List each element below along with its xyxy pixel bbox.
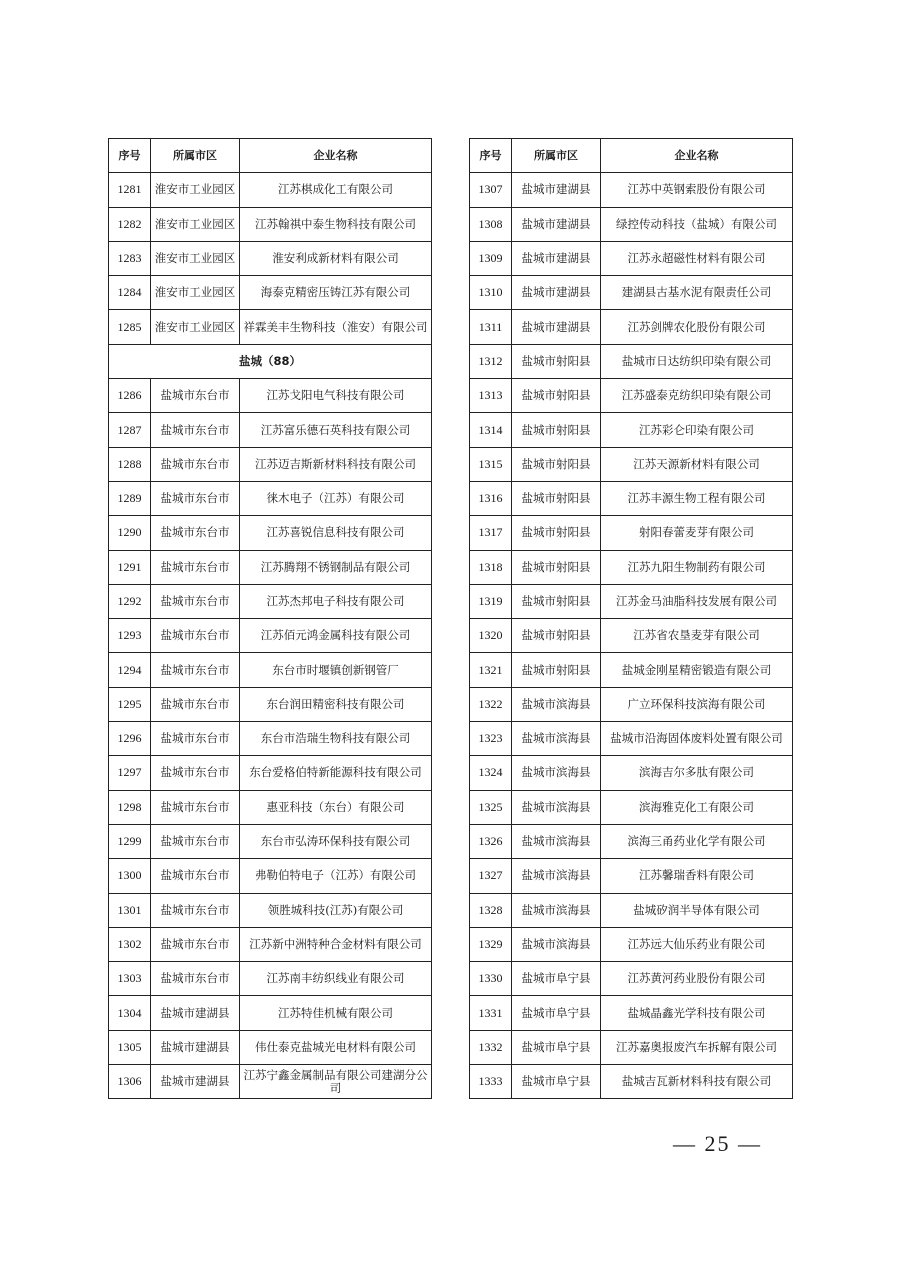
seq-cell: 1305 bbox=[109, 1030, 151, 1064]
district-cell: 盐城市阜宁县 bbox=[512, 1030, 601, 1064]
table-row bbox=[109, 824, 432, 858]
seq-cell: 1294 bbox=[109, 653, 151, 687]
district-cell: 盐城市东台市 bbox=[151, 516, 240, 550]
seq-cell: 1312 bbox=[470, 344, 512, 378]
header-seq: 序号 bbox=[109, 139, 151, 173]
seq-cell: 1314 bbox=[470, 413, 512, 447]
district-cell: 盐城市建湖县 bbox=[512, 173, 601, 207]
table-row bbox=[109, 1065, 432, 1099]
district-cell: 盐城市滨海县 bbox=[512, 756, 601, 790]
section-row bbox=[109, 344, 432, 378]
company-cell: 江苏九阳生物制药有限公司 bbox=[601, 550, 793, 584]
seq-cell: 1309 bbox=[470, 241, 512, 275]
district-cell: 盐城市阜宁县 bbox=[512, 1065, 601, 1099]
district-cell: 盐城市东台市 bbox=[151, 962, 240, 996]
table-row bbox=[470, 379, 793, 413]
table-row bbox=[470, 962, 793, 996]
company-cell: 东台市弘涛环保科技有限公司 bbox=[240, 824, 432, 858]
seq-cell: 1332 bbox=[470, 1030, 512, 1064]
district-cell: 盐城市射阳县 bbox=[512, 344, 601, 378]
table-row bbox=[470, 1065, 793, 1099]
header-district: 所属市区 bbox=[512, 139, 601, 173]
table-row bbox=[109, 516, 432, 550]
table-row bbox=[470, 550, 793, 584]
table-row bbox=[470, 893, 793, 927]
table-row bbox=[109, 653, 432, 687]
table-header-row bbox=[109, 139, 432, 173]
table-row bbox=[470, 824, 793, 858]
seq-cell: 1295 bbox=[109, 687, 151, 721]
table-row bbox=[470, 413, 793, 447]
company-cell: 盐城金刚星精密锻造有限公司 bbox=[601, 653, 793, 687]
company-cell: 江苏迈吉斯新材料科技有限公司 bbox=[240, 447, 432, 481]
seq-cell: 1316 bbox=[470, 481, 512, 515]
left-enterprise-table bbox=[108, 138, 432, 1099]
district-cell: 盐城市阜宁县 bbox=[512, 962, 601, 996]
company-cell: 广立环保科技滨海有限公司 bbox=[601, 687, 793, 721]
table-row bbox=[470, 619, 793, 653]
seq-cell: 1282 bbox=[109, 207, 151, 241]
seq-cell: 1326 bbox=[470, 824, 512, 858]
district-cell: 盐城市滨海县 bbox=[512, 824, 601, 858]
seq-cell: 1310 bbox=[470, 276, 512, 310]
district-cell: 盐城市东台市 bbox=[151, 550, 240, 584]
seq-cell: 1307 bbox=[470, 173, 512, 207]
table-row bbox=[109, 619, 432, 653]
company-cell: 盐城晶鑫光学科技有限公司 bbox=[601, 996, 793, 1030]
district-cell: 盐城市射阳县 bbox=[512, 653, 601, 687]
district-cell: 淮安市工业园区 bbox=[151, 276, 240, 310]
table-row bbox=[109, 379, 432, 413]
table-row bbox=[109, 276, 432, 310]
table-row bbox=[470, 310, 793, 344]
company-cell: 江苏富乐德石英科技有限公司 bbox=[240, 413, 432, 447]
seq-cell: 1331 bbox=[470, 996, 512, 1030]
table-row bbox=[109, 893, 432, 927]
table-row bbox=[109, 687, 432, 721]
district-cell: 盐城市东台市 bbox=[151, 824, 240, 858]
seq-cell: 1298 bbox=[109, 790, 151, 824]
seq-cell: 1325 bbox=[470, 790, 512, 824]
company-cell: 东台润田精密科技有限公司 bbox=[240, 687, 432, 721]
company-cell: 惠亚科技（东台）有限公司 bbox=[240, 790, 432, 824]
table-header-row bbox=[470, 139, 793, 173]
left-table-body bbox=[109, 173, 432, 1099]
company-cell: 江苏宁鑫金属制品有限公司建湖分公司 bbox=[240, 1065, 432, 1099]
seq-cell: 1284 bbox=[109, 276, 151, 310]
seq-cell: 1296 bbox=[109, 722, 151, 756]
seq-cell: 1285 bbox=[109, 310, 151, 344]
company-cell: 江苏棋成化工有限公司 bbox=[240, 173, 432, 207]
district-cell: 盐城市建湖县 bbox=[151, 1030, 240, 1064]
seq-cell: 1290 bbox=[109, 516, 151, 550]
table-row bbox=[470, 790, 793, 824]
district-cell: 盐城市射阳县 bbox=[512, 379, 601, 413]
district-cell: 盐城市建湖县 bbox=[512, 276, 601, 310]
company-cell: 盐城吉瓦新材料科技有限公司 bbox=[601, 1065, 793, 1099]
company-cell: 祥霖美丰生物科技（淮安）有限公司 bbox=[240, 310, 432, 344]
table-row bbox=[470, 927, 793, 961]
seq-cell: 1323 bbox=[470, 722, 512, 756]
table-row bbox=[109, 173, 432, 207]
district-cell: 盐城市射阳县 bbox=[512, 447, 601, 481]
company-cell: 江苏永超磁性材料有限公司 bbox=[601, 241, 793, 275]
header-company: 企业名称 bbox=[601, 139, 793, 173]
table-row bbox=[109, 962, 432, 996]
company-cell: 弗勒伯特电子（江苏）有限公司 bbox=[240, 859, 432, 893]
district-cell: 盐城市东台市 bbox=[151, 379, 240, 413]
seq-cell: 1306 bbox=[109, 1065, 151, 1099]
seq-cell: 1328 bbox=[470, 893, 512, 927]
company-cell: 伟仕泰克盐城光电材料有限公司 bbox=[240, 1030, 432, 1064]
district-cell: 盐城市滨海县 bbox=[512, 687, 601, 721]
company-cell: 盐城矽润半导体有限公司 bbox=[601, 893, 793, 927]
seq-cell: 1292 bbox=[109, 584, 151, 618]
district-cell: 盐城市建湖县 bbox=[512, 241, 601, 275]
district-cell: 盐城市阜宁县 bbox=[512, 996, 601, 1030]
seq-cell: 1327 bbox=[470, 859, 512, 893]
seq-cell: 1286 bbox=[109, 379, 151, 413]
company-cell: 盐城市日达纺织印染有限公司 bbox=[601, 344, 793, 378]
table-row bbox=[470, 207, 793, 241]
seq-cell: 1291 bbox=[109, 550, 151, 584]
seq-cell: 1319 bbox=[470, 584, 512, 618]
table-row bbox=[109, 310, 432, 344]
district-cell: 盐城市东台市 bbox=[151, 927, 240, 961]
seq-cell: 1302 bbox=[109, 927, 151, 961]
table-row bbox=[109, 481, 432, 515]
page-number: — 25 — bbox=[673, 1131, 762, 1156]
company-cell: 东台市浩瑞生物科技有限公司 bbox=[240, 722, 432, 756]
district-cell: 盐城市射阳县 bbox=[512, 550, 601, 584]
district-cell: 盐城市滨海县 bbox=[512, 927, 601, 961]
district-cell: 盐城市射阳县 bbox=[512, 413, 601, 447]
district-cell: 盐城市东台市 bbox=[151, 619, 240, 653]
seq-cell: 1288 bbox=[109, 447, 151, 481]
company-cell: 东台市时堰镇创新钢管厂 bbox=[240, 653, 432, 687]
company-cell: 江苏省农垦麦芽有限公司 bbox=[601, 619, 793, 653]
company-cell: 滨海雅克化工有限公司 bbox=[601, 790, 793, 824]
company-cell: 徕木电子（江苏）有限公司 bbox=[240, 481, 432, 515]
table-row bbox=[109, 207, 432, 241]
table-row bbox=[109, 550, 432, 584]
district-cell: 盐城市射阳县 bbox=[512, 584, 601, 618]
district-cell: 盐城市滨海县 bbox=[512, 893, 601, 927]
table-row bbox=[109, 756, 432, 790]
seq-cell: 1329 bbox=[470, 927, 512, 961]
district-cell: 盐城市东台市 bbox=[151, 893, 240, 927]
seq-cell: 1311 bbox=[470, 310, 512, 344]
company-cell: 海泰克精密压铸江苏有限公司 bbox=[240, 276, 432, 310]
table-row bbox=[470, 722, 793, 756]
company-cell: 盐城市沿海固体废料处置有限公司 bbox=[601, 722, 793, 756]
table-row bbox=[470, 996, 793, 1030]
district-cell: 盐城市滨海县 bbox=[512, 722, 601, 756]
district-cell: 盐城市建湖县 bbox=[512, 207, 601, 241]
table-row bbox=[109, 859, 432, 893]
district-cell: 盐城市射阳县 bbox=[512, 619, 601, 653]
district-cell: 盐城市滨海县 bbox=[512, 859, 601, 893]
seq-cell: 1303 bbox=[109, 962, 151, 996]
district-cell: 盐城市建湖县 bbox=[151, 1065, 240, 1099]
table-row bbox=[109, 1030, 432, 1064]
company-cell: 东台爱格伯特新能源科技有限公司 bbox=[240, 756, 432, 790]
company-cell: 江苏特佳机械有限公司 bbox=[240, 996, 432, 1030]
table-row bbox=[470, 756, 793, 790]
table-row bbox=[470, 859, 793, 893]
district-cell: 盐城市东台市 bbox=[151, 859, 240, 893]
district-cell: 淮安市工业园区 bbox=[151, 310, 240, 344]
seq-cell: 1320 bbox=[470, 619, 512, 653]
company-cell: 江苏戈阳电气科技有限公司 bbox=[240, 379, 432, 413]
header-company: 企业名称 bbox=[240, 139, 432, 173]
district-cell: 淮安市工业园区 bbox=[151, 173, 240, 207]
table-row bbox=[470, 584, 793, 618]
section-title: 盐城（88） bbox=[109, 344, 432, 378]
seq-cell: 1304 bbox=[109, 996, 151, 1030]
company-cell: 领胜城科技(江苏)有限公司 bbox=[240, 893, 432, 927]
district-cell: 盐城市射阳县 bbox=[512, 516, 601, 550]
company-cell: 江苏金马油脂科技发展有限公司 bbox=[601, 584, 793, 618]
seq-cell: 1318 bbox=[470, 550, 512, 584]
table-row bbox=[109, 790, 432, 824]
district-cell: 盐城市建湖县 bbox=[151, 996, 240, 1030]
company-cell: 江苏翰祺中泰生物科技有限公司 bbox=[240, 207, 432, 241]
seq-cell: 1297 bbox=[109, 756, 151, 790]
header-seq: 序号 bbox=[470, 139, 512, 173]
company-cell: 江苏嘉奥报废汽车拆解有限公司 bbox=[601, 1030, 793, 1064]
company-cell: 江苏馨瑞香料有限公司 bbox=[601, 859, 793, 893]
district-cell: 盐城市建湖县 bbox=[512, 310, 601, 344]
district-cell: 盐城市东台市 bbox=[151, 481, 240, 515]
company-cell: 滨海吉尔多肽有限公司 bbox=[601, 756, 793, 790]
seq-cell: 1300 bbox=[109, 859, 151, 893]
company-cell: 江苏腾翔不锈钢制品有限公司 bbox=[240, 550, 432, 584]
company-cell: 江苏远大仙乐药业有限公司 bbox=[601, 927, 793, 961]
company-cell: 滨海三甬药业化学有限公司 bbox=[601, 824, 793, 858]
seq-cell: 1317 bbox=[470, 516, 512, 550]
seq-cell: 1330 bbox=[470, 962, 512, 996]
seq-cell: 1301 bbox=[109, 893, 151, 927]
company-cell: 江苏佰元鸿金属科技有限公司 bbox=[240, 619, 432, 653]
table-row bbox=[470, 241, 793, 275]
table-row bbox=[470, 481, 793, 515]
company-cell: 江苏黄河药业股份有限公司 bbox=[601, 962, 793, 996]
table-row bbox=[470, 653, 793, 687]
seq-cell: 1287 bbox=[109, 413, 151, 447]
table-row bbox=[470, 516, 793, 550]
right-table-body bbox=[470, 173, 793, 1099]
district-cell: 盐城市滨海县 bbox=[512, 790, 601, 824]
table-row bbox=[109, 722, 432, 756]
district-cell: 盐城市东台市 bbox=[151, 722, 240, 756]
company-cell: 江苏中英钢索股份有限公司 bbox=[601, 173, 793, 207]
table-row bbox=[470, 344, 793, 378]
seq-cell: 1283 bbox=[109, 241, 151, 275]
seq-cell: 1322 bbox=[470, 687, 512, 721]
company-cell: 江苏盛泰克纺织印染有限公司 bbox=[601, 379, 793, 413]
district-cell: 盐城市东台市 bbox=[151, 413, 240, 447]
seq-cell: 1313 bbox=[470, 379, 512, 413]
right-enterprise-table bbox=[469, 138, 793, 1099]
district-cell: 盐城市东台市 bbox=[151, 756, 240, 790]
seq-cell: 1299 bbox=[109, 824, 151, 858]
table-row bbox=[109, 584, 432, 618]
seq-cell: 1308 bbox=[470, 207, 512, 241]
company-cell: 江苏剑牌农化股份有限公司 bbox=[601, 310, 793, 344]
seq-cell: 1289 bbox=[109, 481, 151, 515]
table-row bbox=[470, 173, 793, 207]
header-district: 所属市区 bbox=[151, 139, 240, 173]
company-cell: 淮安利成新材料有限公司 bbox=[240, 241, 432, 275]
district-cell: 盐城市东台市 bbox=[151, 653, 240, 687]
table-row bbox=[109, 241, 432, 275]
table-row bbox=[109, 927, 432, 961]
table-row bbox=[109, 413, 432, 447]
company-cell: 江苏南丰纺织线业有限公司 bbox=[240, 962, 432, 996]
table-row bbox=[470, 1030, 793, 1064]
district-cell: 盐城市射阳县 bbox=[512, 481, 601, 515]
seq-cell: 1324 bbox=[470, 756, 512, 790]
district-cell: 淮安市工业园区 bbox=[151, 241, 240, 275]
table-row bbox=[470, 447, 793, 481]
company-cell: 射阳春蕾麦芽有限公司 bbox=[601, 516, 793, 550]
seq-cell: 1321 bbox=[470, 653, 512, 687]
seq-cell: 1281 bbox=[109, 173, 151, 207]
company-cell: 绿控传动科技（盐城）有限公司 bbox=[601, 207, 793, 241]
district-cell: 盐城市东台市 bbox=[151, 447, 240, 481]
seq-cell: 1315 bbox=[470, 447, 512, 481]
district-cell: 盐城市东台市 bbox=[151, 584, 240, 618]
table-row bbox=[470, 687, 793, 721]
district-cell: 盐城市东台市 bbox=[151, 687, 240, 721]
district-cell: 盐城市东台市 bbox=[151, 790, 240, 824]
company-cell: 江苏喜锐信息科技有限公司 bbox=[240, 516, 432, 550]
table-row bbox=[109, 996, 432, 1030]
table-row bbox=[470, 276, 793, 310]
company-cell: 江苏天源新材料有限公司 bbox=[601, 447, 793, 481]
seq-cell: 1333 bbox=[470, 1065, 512, 1099]
company-cell: 江苏丰源生物工程有限公司 bbox=[601, 481, 793, 515]
district-cell: 淮安市工业园区 bbox=[151, 207, 240, 241]
company-cell: 江苏彩仑印染有限公司 bbox=[601, 413, 793, 447]
company-cell: 建湖县古基水泥有限责任公司 bbox=[601, 276, 793, 310]
seq-cell: 1293 bbox=[109, 619, 151, 653]
company-cell: 江苏新中洲特种合金材料有限公司 bbox=[240, 927, 432, 961]
company-cell: 江苏杰邦电子科技有限公司 bbox=[240, 584, 432, 618]
table-row bbox=[109, 447, 432, 481]
